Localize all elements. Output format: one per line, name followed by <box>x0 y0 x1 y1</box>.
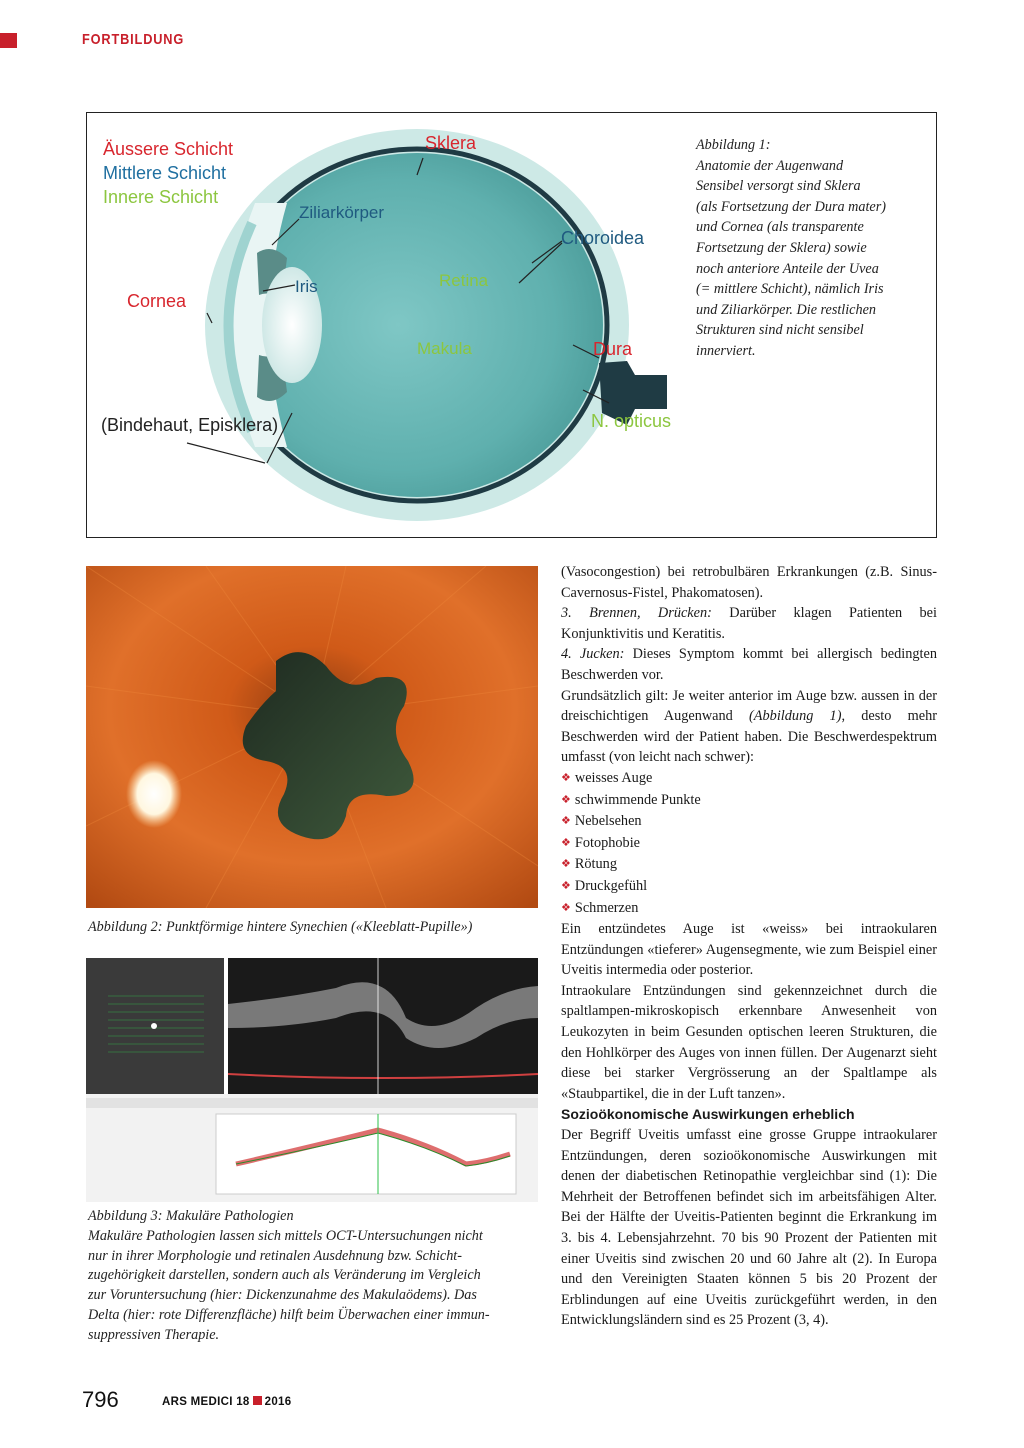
label-iris: Iris <box>295 277 318 296</box>
list-item-text: Rötung <box>574 856 617 873</box>
label-innere-schicht: Innere Schicht <box>103 187 219 207</box>
list-item <box>561 790 937 812</box>
page-number: 796 <box>82 1387 119 1412</box>
caption-line: Fortsetzung der Sklera) sowie <box>696 239 867 256</box>
diamond-bullet-icon: ❖ <box>561 858 571 871</box>
footer-square-marker <box>253 1396 262 1405</box>
label-sklera: Sklera <box>425 133 477 153</box>
caption-line: und Ziliarkörper. Die restlichen <box>696 301 876 318</box>
list-item-text: weisses Auge <box>574 769 653 786</box>
label-choroidea: Choroidea <box>561 228 645 248</box>
caption-line: Strukturen sind nicht sensibel <box>696 322 864 339</box>
label-aeussere-schicht: Äussere Schicht <box>103 139 234 159</box>
caption-line: Delta (hier: rote Differenzfläche) hilft beim Überwachen einer immun- <box>88 1306 490 1323</box>
caption-line: Makuläre Pathologien lassen sich mittels OCT-Untersuchungen nicht <box>88 1227 483 1244</box>
diamond-bullet-icon: ❖ <box>561 771 571 784</box>
list-item <box>561 854 937 876</box>
diamond-bullet-icon: ❖ <box>561 793 571 806</box>
label-ziliarkoerper: Ziliarkörper <box>299 203 385 222</box>
paragraph-text: Dieses Symptom kommt bei allergisch bedingten Beschwerden vor. <box>561 646 937 683</box>
journal-year: 2016 <box>264 1396 292 1408</box>
label-bindehaut: (Bindehaut, Episklera) <box>101 415 279 435</box>
list-item-text: Druckgefühl <box>574 877 648 894</box>
list-item <box>561 833 937 855</box>
caption-line: suppressiven Therapie. <box>88 1326 220 1343</box>
list-item <box>561 768 937 790</box>
label-cornea: Cornea <box>127 291 187 311</box>
caption-line: zugehörigkeit darstellen, sondern auch als Veränderung im Vergleich <box>88 1267 481 1284</box>
list-item-text: Schmerzen <box>574 899 639 916</box>
figure-3-caption <box>88 1207 538 1346</box>
article-column <box>561 562 937 1331</box>
caption-line: und Cornea (als transparente <box>696 219 864 236</box>
paragraph: Der Begriff Uveitis umfasst eine grosse Gruppe intraokularer Entzündungen, deren sozioökonomische Auswirkungen mit denen der diabetischen Retinopathie vergleichbar sind (1): Die Mehrheit der Betroffenen befindet sich im arbeitsfähigen Alter. Bei der Hälfte der Uveitis-Patienten beginnt die Erkrankung im 3. bis 4. Lebensjahrzehnt. 70 bis 90 Prozent der Patienten mit einer Uveitis sind zwischen 20 und 60 Jahre alt (2). In Europa und den Vereinigten Staaten können 5 bis 20 Prozent der Erblindungen auf eine Uveitis zurückgeführt werden, in den Entwicklungsländern sind es 25 Prozent (3, 4). <box>561 1127 937 1329</box>
label-makula: Makula <box>417 339 472 358</box>
paragraph <box>561 603 937 644</box>
list-item-text: Fotophobie <box>574 834 641 851</box>
caption-line: (= mittlere Schicht), nämlich Iris <box>696 281 884 298</box>
diamond-bullet-icon: ❖ <box>561 836 571 849</box>
label-dura: Dura <box>593 339 633 359</box>
iris-photo <box>86 566 538 908</box>
caption-line: Sensibel versorgt sind Sklera <box>696 178 861 195</box>
paragraph-emphasis: 4. Jucken: <box>561 646 625 663</box>
paragraph: Ein entzündetes Auge ist «weiss» bei intraokularen Entzündungen «tieferer» Augensegmente, wie zum Beispiel einer Uveitis intermedia oder posterior. <box>561 921 937 979</box>
figure-1 <box>86 112 937 538</box>
journal-footer <box>162 1396 291 1408</box>
section-heading: Sozioökonomische Auswirkungen erheblich <box>561 1106 855 1123</box>
caption-line: nur in ihrer Morphologie und retinalen Ausdehnung bzw. Schicht- <box>88 1247 462 1264</box>
list-item-text: Nebelsehen <box>574 813 642 830</box>
section-label: FORTBILDUNG <box>82 31 185 48</box>
caption-line: noch anteriore Anteile der Uvea <box>696 260 879 277</box>
caption-line: zur Voruntersuchung (hier: Dickenzunahme des Makulaödems). Das <box>88 1287 477 1304</box>
list-item <box>561 876 937 898</box>
section-marker <box>0 33 17 48</box>
diamond-bullet-icon: ❖ <box>561 815 571 828</box>
paragraph: (Vasocongestion) bei retrobulbären Erkrankungen (z.B. Sinus-Cavernosus-Fistel, Phakomatosen). <box>561 564 937 601</box>
caption-line: Abbildung 1: <box>696 137 771 153</box>
diamond-bullet-icon: ❖ <box>561 879 571 892</box>
paragraph-text: Grundsätzlich gilt: Je weiter anterior im Auge bzw. aussen in der dreischichtigen Augenwand <box>561 687 937 725</box>
caption-line: innerviert. <box>696 342 756 359</box>
figure-1-caption <box>696 135 916 362</box>
figure-3-oct-scan <box>86 958 538 1202</box>
paragraph <box>561 644 937 685</box>
figure-2-caption: Abbildung 2: Punktförmige hintere Synechien («Kleeblatt-Pupille») <box>88 919 473 935</box>
diamond-bullet-icon: ❖ <box>561 901 571 914</box>
caption-line: Abbildung 3: Makuläre Pathologien <box>88 1208 294 1224</box>
caption-line: Anatomie der Augenwand <box>696 157 844 174</box>
list-item <box>561 898 937 920</box>
paragraph-emphasis: (Abbildung 1) <box>749 708 842 725</box>
paragraph-text: Darüber klagen Patienten bei Konjunktivitis und Keratitis. <box>561 605 937 642</box>
label-n-opticus: N. opticus <box>591 411 672 431</box>
list-item-text: schwimmende Punkte <box>574 791 701 808</box>
paragraph-emphasis: 3. Brennen, Drücken: <box>561 605 712 622</box>
oct-scan <box>86 958 538 1202</box>
paragraph: Intraokulare Entzündungen sind gekennzeichnet durch die spaltlampen-mikroskopisch erkennbare Anwesenheit von Leukozyten in beim Gesunden optischen leeren Strukturen, die den Hohlkörper des Auges von innen füllen. Der Augenarzt sieht diese bei starker Vergrösserung an der Spaltlampe als «Staubpartikel, die in der Luft tanzen». <box>561 982 937 1102</box>
caption-line: (als Fortsetzung der Dura mater) <box>696 198 886 215</box>
journal-name: ARS MEDICI 18 <box>162 1396 250 1408</box>
list-item <box>561 811 937 833</box>
figure-2-iris-photo <box>86 566 538 908</box>
label-retina: Retina <box>439 271 489 290</box>
paragraph-text: , desto mehr Beschwerden wird der Patient haben. Die Beschwerdespektrum umfasst (von leicht nach schwer): <box>561 708 937 766</box>
paragraph <box>561 686 937 768</box>
label-mittlere-schicht: Mittlere Schicht <box>103 163 227 183</box>
